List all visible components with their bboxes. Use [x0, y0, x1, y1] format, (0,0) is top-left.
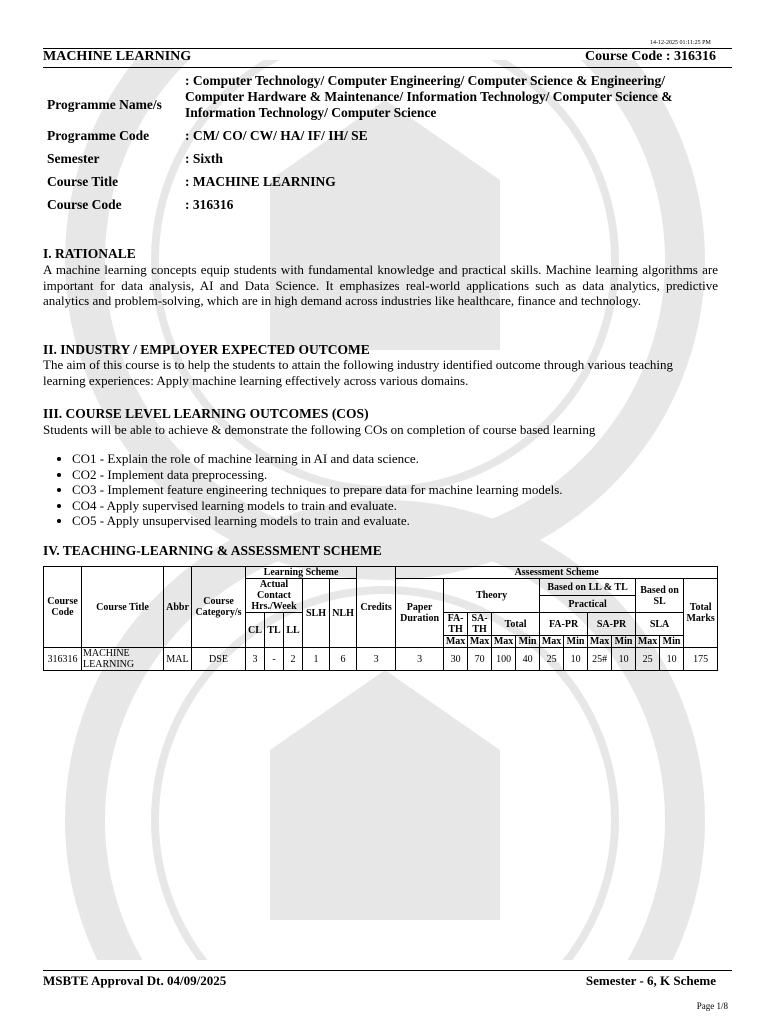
rationale-text: A machine learning concepts equip students with fundamental knowledge and practical skills. Machine learning algorithms are important for data analysis, AI and Data Science. It emphasizes real-world applications such as data analytics, predictive analytics and problem-solving, which are in high demand across industries like healthcare, finance and technology. [43, 262, 718, 309]
th-max: Max [636, 636, 660, 648]
th-abbr: Abbr [164, 567, 192, 648]
meta-row-course-title [44, 168, 718, 191]
cell-course-code: 316316 [44, 648, 82, 671]
meta-key: Programme Name/s [47, 97, 162, 112]
cell-credits: 3 [357, 648, 396, 671]
th-max: Max [444, 636, 468, 648]
th-min: Min [612, 636, 636, 648]
cell-fa-pr-max: 25 [540, 648, 564, 671]
teaching-assessment-scheme-table [43, 566, 718, 671]
th-category: Course Category/s [192, 567, 246, 648]
cell-sa-pr-max: 25# [588, 648, 612, 671]
th-practical: Practical [540, 596, 636, 613]
rationale-heading: I. RATIONALE [43, 246, 136, 261]
th-cl: CL [246, 613, 265, 648]
cell-sla-min: 10 [660, 648, 684, 671]
cell-category: DSE [192, 648, 246, 671]
meta-value: : MACHINE LEARNING [185, 174, 336, 189]
meta-key: Semester [47, 151, 100, 166]
header-course-code: Course Code : 316316 [584, 49, 716, 64]
list-item: • CO2 - Implement data preprocessing. [72, 467, 563, 483]
cell-abbr: MAL [164, 648, 192, 671]
scheme-heading: IV. TEACHING-LEARNING & ASSESSMENT SCHEME [43, 543, 382, 558]
cell-paper-duration: 3 [396, 648, 444, 671]
th-sa-th: SA-TH [468, 613, 492, 636]
th-max: Max [492, 636, 516, 648]
list-item: • CO3 - Implement feature engineering techniques to prepare data for machine learning models. [72, 482, 563, 498]
page-number: Page 1/8 [696, 1001, 728, 1011]
th-slh: SLH [303, 579, 330, 648]
th-min: Min [660, 636, 684, 648]
meta-value: : 316316 [185, 197, 234, 212]
course-meta-table [44, 72, 718, 214]
cell-fa-th-max: 30 [444, 648, 468, 671]
table-row [44, 648, 718, 671]
header-top-rule [43, 48, 732, 49]
cell-slh: 1 [303, 648, 330, 671]
cell-total-min: 40 [516, 648, 540, 671]
th-actual-contact: Actual Contact Hrs./Week [246, 579, 303, 613]
cos-list [52, 451, 563, 529]
th-assessment-scheme: Assessment Scheme [396, 567, 718, 579]
printed-timestamp: 14-12-2025 01:11:25 PM [650, 40, 711, 46]
industry-outcome-heading: II. INDUSTRY / EMPLOYER EXPECTED OUTCOME [43, 342, 370, 357]
list-item: • CO5 - Apply unsupervised learning models to train and evaluate. [72, 513, 563, 529]
th-max: Max [468, 636, 492, 648]
meta-row-course-code [44, 191, 718, 214]
th-total-marks: Total Marks [684, 579, 718, 648]
meta-row-semester [44, 145, 718, 168]
meta-value: : Sixth [185, 151, 223, 166]
th-course-code: Course Code [44, 567, 82, 648]
meta-value: : Computer Technology/ Computer Engineering/ Computer Science & Engineering/ Computer Hardware & Maintenance/ Information Technology/ Computer Science & Information Technology/ Computer Science [185, 73, 673, 120]
th-learning-scheme: Learning Scheme [246, 567, 357, 579]
cell-total-marks: 175 [684, 648, 718, 671]
th-fa-th: FA-TH [444, 613, 468, 636]
th-ll: LL [284, 613, 303, 648]
cos-intro: Students will be able to achieve & demonstrate the following COs on completion of course based learning [43, 422, 596, 437]
cell-ll: 2 [284, 648, 303, 671]
th-fa-pr: FA-PR [540, 613, 588, 636]
header-bottom-rule [43, 67, 732, 68]
th-course-title: Course Title [82, 567, 164, 648]
footer-semester: Semester - 6, K Scheme [585, 973, 716, 988]
cos-heading: III. COURSE LEVEL LEARNING OUTCOMES (COS) [43, 406, 369, 421]
cell-sa-pr-min: 10 [612, 648, 636, 671]
list-item: • CO4 - Apply supervised learning models to train and evaluate. [72, 498, 563, 514]
footer-rule [43, 970, 732, 971]
th-based-sl: Based on SL [636, 579, 684, 613]
th-min: Min [516, 636, 540, 648]
meta-row-programme-name [44, 72, 718, 122]
th-min: Min [564, 636, 588, 648]
cell-tl: - [265, 648, 284, 671]
meta-row-programme-code [44, 122, 718, 145]
cell-total-max: 100 [492, 648, 516, 671]
th-total: Total [492, 613, 540, 636]
th-max: Max [540, 636, 564, 648]
meta-key: Course Title [47, 174, 119, 189]
header-course-title: MACHINE LEARNING [43, 49, 192, 64]
cell-nlh: 6 [330, 648, 357, 671]
th-nlh: NLH [330, 579, 357, 648]
industry-outcome-text: The aim of this course is to help the students to attain the following industry identified outcome through various teaching learning experiences: Apply machine learning effectively across various domains. [43, 357, 674, 388]
th-based-ll-tl: Based on LL & TL [540, 579, 636, 596]
list-item: • CO1 - Explain the role of machine learning in AI and data science. [72, 451, 563, 467]
th-sla: SLA [636, 613, 684, 636]
meta-key: Course Code [47, 197, 122, 212]
th-max: Max [588, 636, 612, 648]
th-theory: Theory [444, 579, 540, 613]
meta-key: Programme Code [47, 128, 150, 143]
footer-approval: MSBTE Approval Dt. 04/09/2025 [43, 973, 227, 988]
cell-fa-pr-min: 10 [564, 648, 588, 671]
th-sa-pr: SA-PR [588, 613, 636, 636]
th-credits: Credits [357, 567, 396, 648]
th-tl: TL [265, 613, 284, 648]
cell-sa-th-max: 70 [468, 648, 492, 671]
cell-cl: 3 [246, 648, 265, 671]
cell-course-title: MACHINE LEARNING [82, 648, 164, 671]
th-paper-duration: Paper Duration [396, 579, 444, 648]
meta-value: : CM/ CO/ CW/ HA/ IF/ IH/ SE [185, 128, 368, 143]
cell-sla-max: 25 [636, 648, 660, 671]
